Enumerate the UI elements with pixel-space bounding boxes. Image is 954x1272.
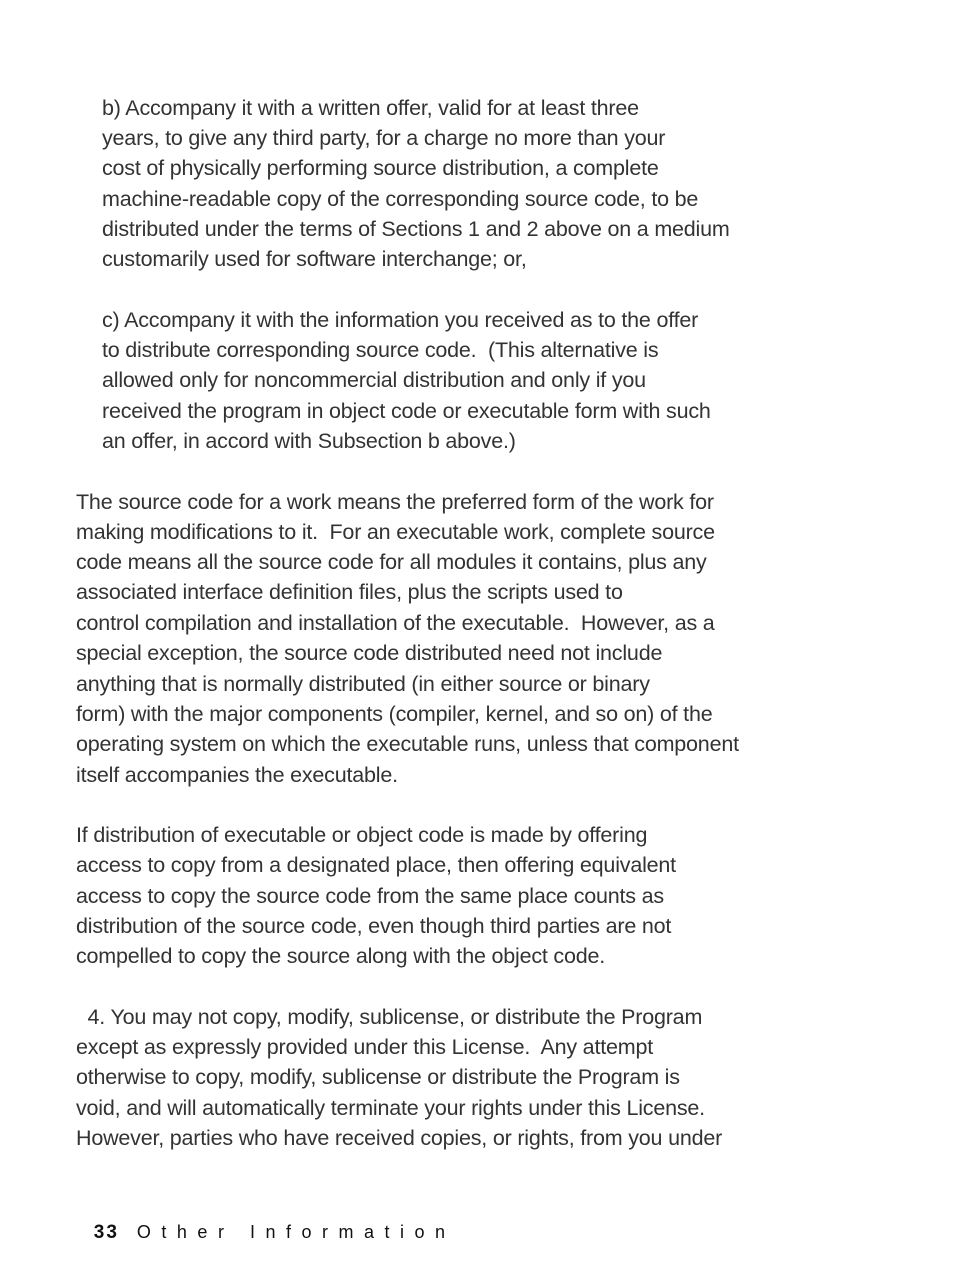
text-line: cost of physically performing source distribution, a complete [102,156,659,180]
text-line: 4. You may not copy, modify, sublicense, or distribute the Program [76,1005,703,1029]
text-line: c) Accompany it with the information you received as to the offer [102,308,699,332]
text-line: customarily used for software interchange; or, [102,247,527,271]
text-line: years, to give any third party, for a charge no more than your [102,126,666,150]
text-line: access to copy the source code from the same place counts as [76,884,664,908]
text-line: an offer, in accord with Subsection b above.) [102,429,516,453]
text-line: b) Accompany it with a written offer, valid for at least three [102,96,639,120]
text-line: machine-readable copy of the corresponding source code, to be [102,187,699,211]
text-line: making modifications to it. For an executable work, complete source [76,520,715,544]
section-title: Other Information [136,1222,456,1242]
text-line: operating system on which the executable runs, unless that component [76,732,739,756]
text-line: associated interface definition files, plus the scripts used to [76,580,623,604]
page-number: 33 [93,1222,119,1243]
text-line: to distribute corresponding source code. (This alternative is [102,338,659,362]
text-line: code means all the source code for all modules it contains, plus any [76,550,707,574]
text-line: otherwise to copy, modify, sublicense or distribute the Program is [76,1065,680,1089]
text-line: access to copy from a designated place, then offering equivalent [76,853,676,877]
text-line: received the program in object code or executable form with such [102,399,711,423]
text-line: distribution of the source code, even though third parties are not [76,914,672,938]
text-line: special exception, the source code distributed need not include [76,641,663,665]
text-line: except as expressly provided under this License. Any attempt [76,1035,653,1059]
text-line: form) with the major components (compiler, kernel, and so on) of the [76,702,713,726]
text-line: anything that is normally distributed (in either source or binary [76,672,650,696]
text-line: If distribution of executable or object code is made by offering [76,823,648,847]
text-line: allowed only for noncommercial distribution and only if you [102,368,646,392]
text-line: control compilation and installation of the executable. However, as a [76,611,715,635]
text-line: distributed under the terms of Sections 1 and 2 above on a medium [102,217,730,241]
text-line: compelled to copy the source along with the object code. [76,944,606,968]
page-footer [76,1204,456,1243]
text-line: The source code for a work means the preferred form of the work for [76,490,714,514]
text-line: void, and will automatically terminate your rights under this License. [76,1096,705,1120]
text-line: However, parties who have received copies, or rights, from you under [76,1126,723,1150]
text-line: itself accompanies the executable. [76,763,398,787]
